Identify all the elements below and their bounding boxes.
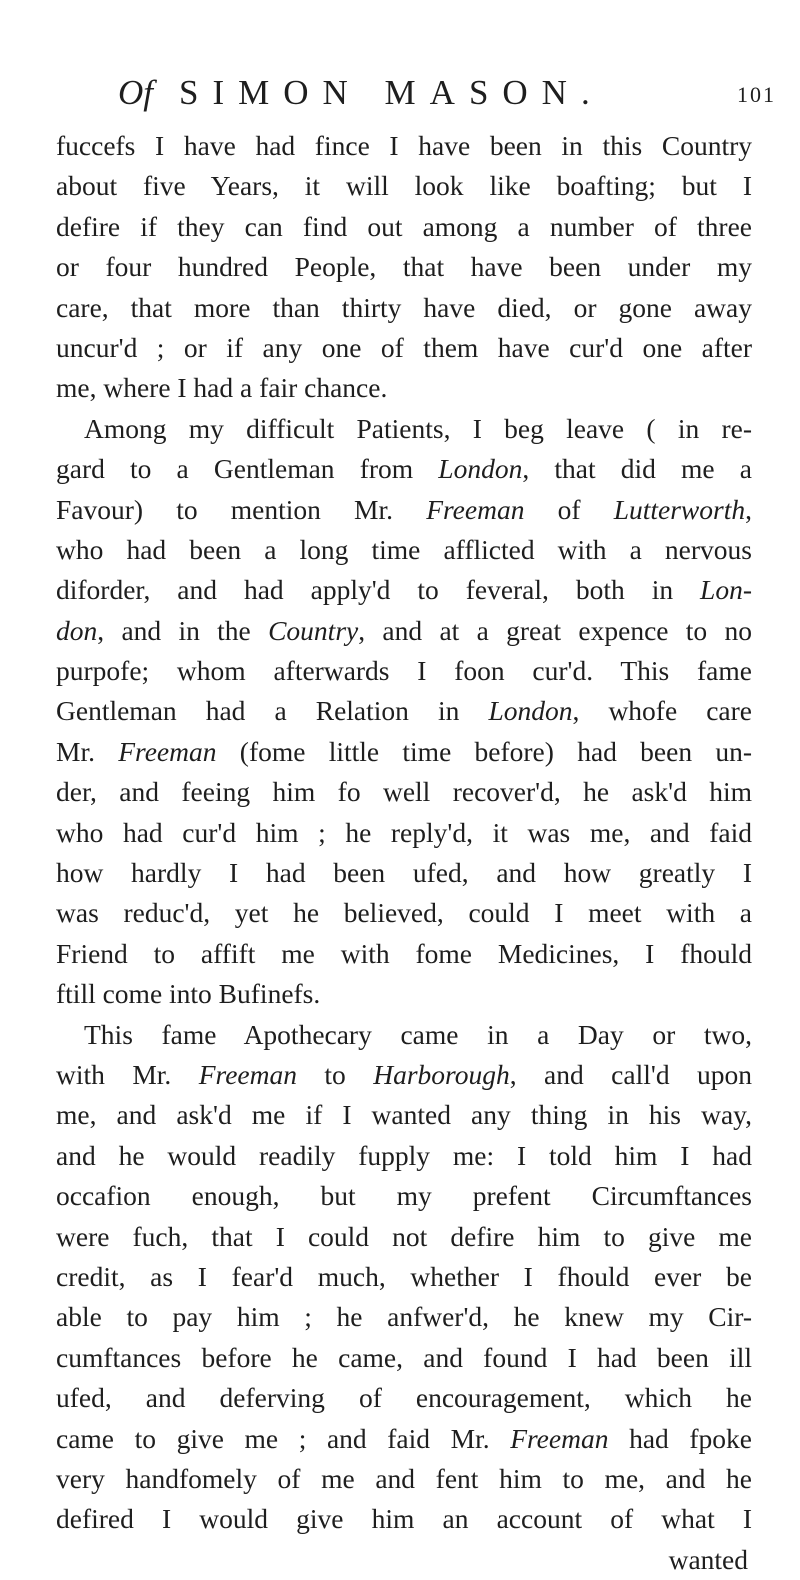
- italic-text: don: [56, 614, 98, 646]
- text-run: credit, as I fear'd much, whether I fhould ever be: [56, 1260, 752, 1292]
- text-run: ftill come into Bufinefs.: [56, 978, 321, 1010]
- italic-text: Freeman: [510, 1422, 609, 1454]
- text-line: [56, 611, 752, 651]
- text-line: [56, 853, 752, 893]
- text-line: [56, 1338, 752, 1378]
- text-run: This fame Apothecary came in a Day or two,: [84, 1018, 752, 1050]
- text-run: who had cur'd him ; he reply'd, it was me, and faid: [56, 816, 752, 848]
- running-head-of: Of: [118, 73, 153, 112]
- page-number: 101: [737, 82, 776, 107]
- text-run: and he would readily fupply me: I told him I had: [56, 1139, 752, 1171]
- italic-text: London: [488, 695, 573, 727]
- text-line: [56, 328, 752, 368]
- text-run: ufed, and deferving of encouragement, which he: [56, 1382, 752, 1414]
- text-line: [56, 934, 752, 974]
- text-line: [56, 126, 752, 166]
- text-run: Friend to affift me with fome Medicines, I fhould: [56, 937, 752, 969]
- text-run: , and in the: [97, 614, 269, 646]
- text-run: Gentleman had a Relation in: [56, 695, 489, 727]
- text-run: defire if they can find out among a number of three: [56, 210, 752, 242]
- text-line: [56, 732, 752, 772]
- text-run: , and at a great expence to no: [358, 614, 752, 646]
- text-line: [56, 247, 752, 287]
- body-text: [56, 126, 752, 1580]
- text-run: defired I would give him an account of what I: [56, 1503, 752, 1535]
- italic-text: Freeman: [426, 493, 525, 525]
- text-run: diforder, and had apply'd to feveral, both in: [56, 574, 701, 606]
- text-line: [56, 974, 752, 1014]
- text-line: [56, 1297, 752, 1337]
- text-run: me, and ask'd me if I wanted any thing in his way,: [56, 1099, 752, 1131]
- text-line: [56, 449, 752, 489]
- text-run: purpofe; whom afterwards I foon cur'd. This fame: [56, 655, 752, 687]
- text-line: [56, 207, 752, 247]
- text-run: able to pay him ; he anfwer'd, he knew my Cir-: [56, 1301, 752, 1333]
- italic-text: Freeman: [118, 735, 217, 767]
- running-head-title: SIMON MASON.: [179, 73, 604, 112]
- text-line: [56, 813, 752, 853]
- text-run: ,: [745, 493, 752, 525]
- text-line: [56, 1055, 752, 1095]
- text-line: [56, 1176, 752, 1216]
- text-line: [56, 772, 752, 812]
- text-run: uncur'd ; or if any one of them have cur'd one after: [56, 331, 752, 363]
- text-line: [56, 1015, 752, 1055]
- text-line: [56, 691, 752, 731]
- italic-text: London: [438, 453, 523, 485]
- text-run: very handfomely of me and fent him to me, and he: [56, 1462, 752, 1494]
- italic-text: Harborough: [373, 1058, 510, 1090]
- italic-text: Freeman: [198, 1058, 297, 1090]
- text-line: [56, 1095, 752, 1135]
- text-run: occafion enough, but my prefent Circumftances: [56, 1180, 752, 1212]
- italic-text: Lon-: [700, 574, 752, 606]
- italic-text: Lutterworth: [613, 493, 746, 525]
- text-run: with Mr.: [56, 1058, 199, 1090]
- text-line: [56, 1378, 752, 1418]
- text-line: [56, 1217, 752, 1257]
- text-run: of: [524, 493, 614, 525]
- text-run: was reduc'd, yet he believed, could I meet with a: [56, 897, 752, 929]
- catchword: wanted: [668, 1543, 748, 1575]
- text-run: fuccefs I have had fince I have been in this Country: [56, 130, 752, 161]
- text-run: Favour) to mention Mr.: [56, 493, 427, 525]
- italic-text: Country: [268, 614, 359, 646]
- text-run: , whofe care: [572, 695, 752, 727]
- text-run: how hardly I had been ufed, and how greatly I: [56, 857, 752, 889]
- text-run: care, that more than thirty have died, or gone away: [56, 291, 752, 323]
- text-line: [56, 288, 752, 328]
- text-run: Among my difficult Patients, I beg leave ( in re-: [84, 412, 752, 444]
- text-run: had fpoke: [608, 1422, 752, 1454]
- text-run: , that did me a: [522, 453, 752, 485]
- running-head: [118, 68, 776, 118]
- text-run: were fuch, that I could not defire him to give me: [56, 1220, 752, 1252]
- text-run: der, and feeing him fo well recover'd, he ask'd him: [56, 776, 752, 808]
- text-line: [56, 651, 752, 691]
- text-run: about five Years, it will look like boafting; but I: [56, 170, 752, 202]
- text-line: [56, 893, 752, 933]
- text-run: who had been a long time afflicted with a nervous: [56, 533, 752, 565]
- text-line: [56, 570, 752, 610]
- text-line: [56, 1459, 752, 1499]
- text-line: [56, 1257, 752, 1297]
- text-run: came to give me ; and faid Mr.: [56, 1422, 511, 1454]
- text-run: or four hundred People, that have been under my: [56, 251, 752, 283]
- text-line: [56, 1499, 752, 1539]
- text-run: cumftances before he came, and found I had been ill: [56, 1341, 752, 1373]
- text-line: [56, 1136, 752, 1176]
- text-line: [56, 1419, 752, 1459]
- text-line: [56, 368, 752, 408]
- text-run: Mr.: [56, 735, 119, 767]
- text-line: [56, 409, 752, 449]
- text-line: [56, 530, 752, 570]
- text-line: [56, 166, 752, 206]
- text-line: [56, 490, 752, 530]
- text-run: , and call'd upon: [509, 1058, 752, 1090]
- text-run: (fome little time before) had been un-: [216, 735, 753, 767]
- text-run: me, where I had a fair chance.: [56, 372, 388, 404]
- text-run: to: [296, 1058, 374, 1090]
- text-run: gard to a Gentleman from: [56, 453, 439, 485]
